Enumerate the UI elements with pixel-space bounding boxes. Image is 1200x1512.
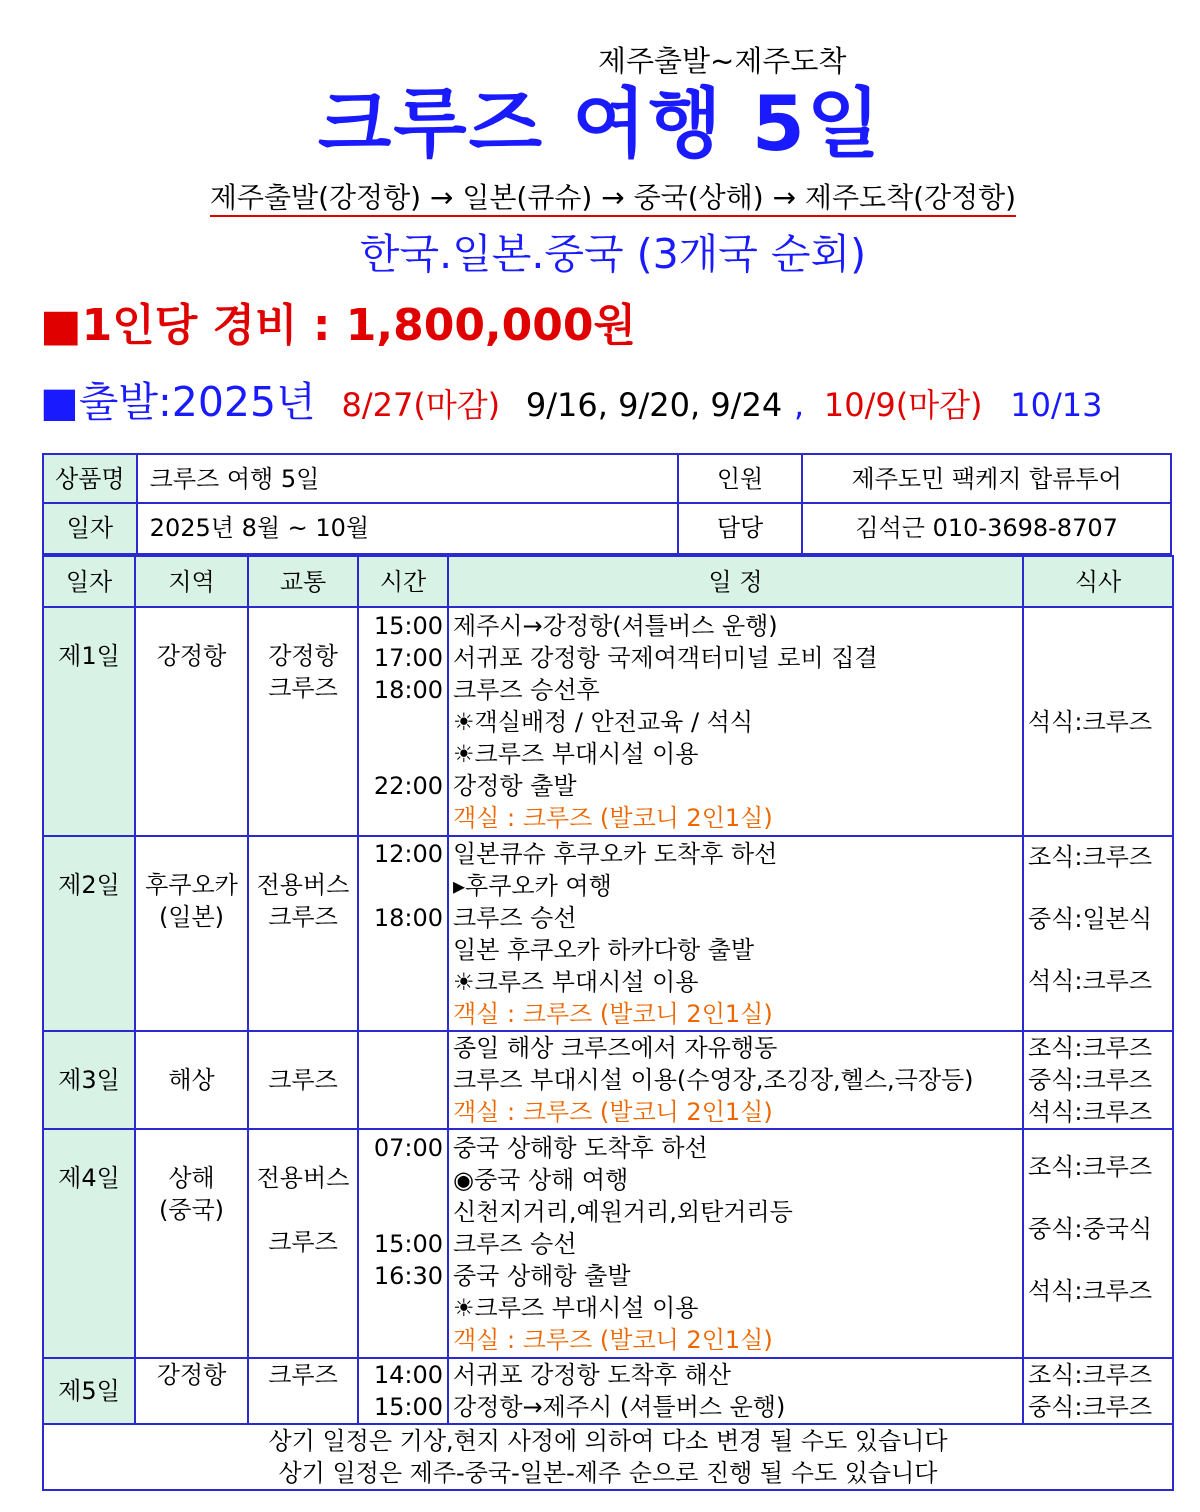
time-text: 17:00 [373, 643, 443, 672]
region-text: (일본) [158, 903, 225, 931]
time-cell [358, 607, 448, 836]
meal-text: 석식:크루즈 [1028, 966, 1153, 995]
time-text: 18:00 [373, 675, 443, 704]
route-text: 제주출발(강정항) → 일본(큐슈) → 중국(상해) → 제주도착(강정항) [210, 181, 1016, 217]
schedule-text: 강정항→제주시 (셔틀버스 운행) [453, 1393, 786, 1421]
meal-text: 석식:크루즈 [1028, 707, 1153, 736]
transport-text: 전용버스 [256, 1164, 350, 1192]
time-cell [358, 1358, 448, 1424]
meal-text: 조식:크루즈 [1028, 842, 1153, 871]
schedule-text: 객실 : 크루즈 (발코니 2인1실) [453, 999, 773, 1028]
meal-cell [1023, 607, 1173, 836]
departure-date: , [793, 386, 805, 424]
time-text: 14:00 [373, 1361, 443, 1389]
day-row [43, 1129, 1173, 1358]
region-cell [135, 836, 248, 1031]
meal-cell [1023, 1031, 1173, 1129]
transport-text: 크루즈 [268, 1361, 338, 1389]
schedule-cell [448, 1031, 1023, 1129]
schedule-text: ▸후쿠오카 여행 [453, 871, 612, 900]
transport-cell [248, 836, 358, 1031]
schedule-text: 강정항 출발 [453, 771, 577, 800]
notes-cell [43, 1424, 1173, 1490]
region-cell [135, 1358, 248, 1424]
spacer [253, 1194, 353, 1226]
column-header: 식사 [1023, 556, 1173, 607]
info-row [42, 453, 1172, 504]
transport-text: 전용버스 [256, 871, 350, 899]
meal-text: 중식:일본식 [1028, 904, 1153, 933]
column-header: 시간 [358, 556, 448, 607]
day-row [43, 1031, 1173, 1129]
time-text: 16:30 [373, 1261, 443, 1290]
column-header: 일 정 [448, 556, 1023, 607]
info-row [42, 504, 1172, 555]
schedule-text: 제주시→강정항(셔틀버스 운행) [453, 611, 778, 640]
price-line: ■1인당 경비 : 1,800,000원 [40, 300, 636, 351]
header-subtitle: 제주출발~제주도착 [598, 44, 847, 78]
day-row [43, 607, 1173, 836]
time-text [363, 706, 443, 738]
schedule-cell [448, 836, 1023, 1031]
time-text [363, 998, 443, 1030]
time-text [363, 1164, 443, 1196]
schedule-table [42, 555, 1174, 1491]
region-text: 상해 [168, 1164, 215, 1192]
schedule-text: 서귀포 강정항 국제여객터미널 로비 집결 [453, 643, 878, 672]
time-text: 07:00 [373, 1133, 443, 1162]
time-text [363, 1196, 443, 1228]
transport-cell [248, 607, 358, 836]
schedule-text: 종일 해상 크루즈에서 자유행동 [453, 1034, 778, 1062]
people-value: 제주도민 팩케지 합류투어 [801, 455, 1170, 502]
meal-text: 중식:크루즈 [1028, 1066, 1153, 1094]
meal-cell [1023, 1129, 1173, 1358]
schedule-text: 일본큐슈 후쿠오카 도착후 하선 [453, 839, 778, 868]
schedule-text: 객실 : 크루즈 (발코니 2인1실) [453, 1098, 773, 1126]
time-text: 15:00 [373, 1229, 443, 1258]
schedule-cell [448, 607, 1023, 836]
column-header: 지역 [135, 556, 248, 607]
departure-date: 9/16, 9/20, 9/24 [525, 386, 783, 424]
departure-date: 8/27(마감) [341, 386, 501, 424]
column-header: 교통 [248, 556, 358, 607]
column-header: 일자 [43, 556, 135, 607]
region-text: 강정항 [156, 1361, 227, 1389]
time-text [363, 870, 443, 902]
schedule-text: ☀크루즈 부대시설 이용 [453, 967, 699, 996]
schedule-text: 중국 상해항 도착후 하선 [453, 1133, 708, 1162]
schedule-text: 중국 상해항 출발 [453, 1261, 631, 1290]
region-text: 강정항 [156, 642, 227, 670]
time-text: 15:00 [373, 1393, 443, 1421]
product-value: 크루즈 여행 5일 [136, 455, 677, 502]
departure-line [40, 376, 1103, 431]
page-title: 크루즈 여행 5일 [317, 79, 883, 168]
schedule-text: 크루즈 승선 [453, 903, 577, 932]
day-label: 제1일 [43, 607, 135, 836]
schedule-text: ◉중국 상해 여행 [453, 1165, 629, 1194]
time-text [363, 1324, 443, 1356]
schedule-text: ☀크루즈 부대시설 이용 [453, 739, 699, 768]
day-row [43, 1358, 1173, 1424]
time-text [363, 934, 443, 966]
region-cell [135, 1031, 248, 1129]
time-cell [358, 1129, 448, 1358]
people-label: 인원 [677, 455, 802, 502]
meal-text: 석식:크루즈 [1028, 1276, 1153, 1305]
info-block [42, 453, 1172, 555]
schedule-text: ☀크루즈 부대시설 이용 [453, 1293, 699, 1322]
meal-text: 조식:크루즈 [1028, 1361, 1153, 1389]
date-value: 2025년 8월 ~ 10월 [136, 504, 677, 553]
region-cell [135, 1129, 248, 1358]
manager-value: 김석근 010-3698-8707 [801, 504, 1170, 553]
manager-label: 담당 [677, 504, 802, 553]
countries-line: 한국.일본.중국 (3개국 순회) [359, 230, 867, 278]
day-row [43, 836, 1173, 1031]
transport-text: 크루즈 [268, 1066, 338, 1094]
time-text [363, 1292, 443, 1324]
schedule-text: 객실 : 크루즈 (발코니 2인1실) [453, 1325, 773, 1354]
transport-text: 크루즈 [268, 1228, 338, 1256]
meal-text: 중식:크루즈 [1028, 1393, 1153, 1421]
meal-text: 석식:크루즈 [1028, 1098, 1153, 1126]
meal-cell [1023, 836, 1173, 1031]
departure-label: ■출발:2025년 [40, 378, 316, 426]
schedule-text: 신천지거리,예원거리,외탄거리등 [453, 1197, 793, 1226]
transport-text: 강정항 [268, 642, 338, 670]
departure-date: 10/13 [1010, 386, 1103, 424]
time-text: 22:00 [373, 771, 443, 800]
region-text: (중국) [158, 1196, 225, 1224]
day-label: 제5일 [43, 1358, 135, 1424]
time-text [363, 738, 443, 770]
transport-cell [248, 1031, 358, 1129]
region-text: 후쿠오카 [145, 871, 238, 899]
meal-text: 조식:크루즈 [1028, 1034, 1153, 1062]
time-text: 15:00 [373, 611, 443, 640]
time-text [363, 802, 443, 834]
departure-date: 10/9(마감) [823, 386, 983, 424]
transport-cell [248, 1129, 358, 1358]
meal-cell [1023, 1358, 1173, 1424]
transport-text: 크루즈 [268, 674, 338, 702]
schedule-text: ☀객실배정 / 안전교육 / 석식 [453, 707, 754, 736]
note-text: 상기 일정은 기상,현지 사정에 의하여 다소 변경 될 수도 있습니다 [268, 1427, 948, 1455]
time-cell [358, 836, 448, 1031]
time-text: 18:00 [373, 903, 443, 932]
day-label: 제3일 [43, 1031, 135, 1129]
schedule-text: 크루즈 부대시설 이용(수영장,조깅장,헬스,극장등) [453, 1066, 974, 1094]
schedule-cell [448, 1358, 1023, 1424]
meal-text: 중식:중국식 [1028, 1214, 1153, 1243]
transport-cell [248, 1358, 358, 1424]
schedule-text: 객실 : 크루즈 (발코니 2인1실) [453, 803, 773, 832]
day-label: 제4일 [43, 1129, 135, 1358]
schedule-text: 서귀포 강정항 도착후 해산 [453, 1361, 731, 1389]
schedule-text: 크루즈 승선후 [453, 675, 600, 704]
schedule-text: 크루즈 승선 [453, 1229, 577, 1258]
time-text: 12:00 [373, 839, 443, 868]
transport-text: 크루즈 [268, 903, 338, 931]
route-line [0, 180, 1200, 216]
region-text: 해상 [168, 1066, 215, 1094]
schedule-cell [448, 1129, 1023, 1358]
time-cell [358, 1031, 448, 1129]
meal-text: 조식:크루즈 [1028, 1152, 1153, 1181]
day-label: 제2일 [43, 836, 135, 1031]
time-text [363, 966, 443, 998]
schedule-text: 일본 후쿠오카 하카다항 출발 [453, 935, 755, 964]
region-cell [135, 607, 248, 836]
note-text: 상기 일정은 제주-중국-일본-제주 순으로 진행 될 수도 있습니다 [278, 1459, 938, 1487]
product-label: 상품명 [44, 455, 136, 502]
date-label: 일자 [44, 504, 136, 553]
